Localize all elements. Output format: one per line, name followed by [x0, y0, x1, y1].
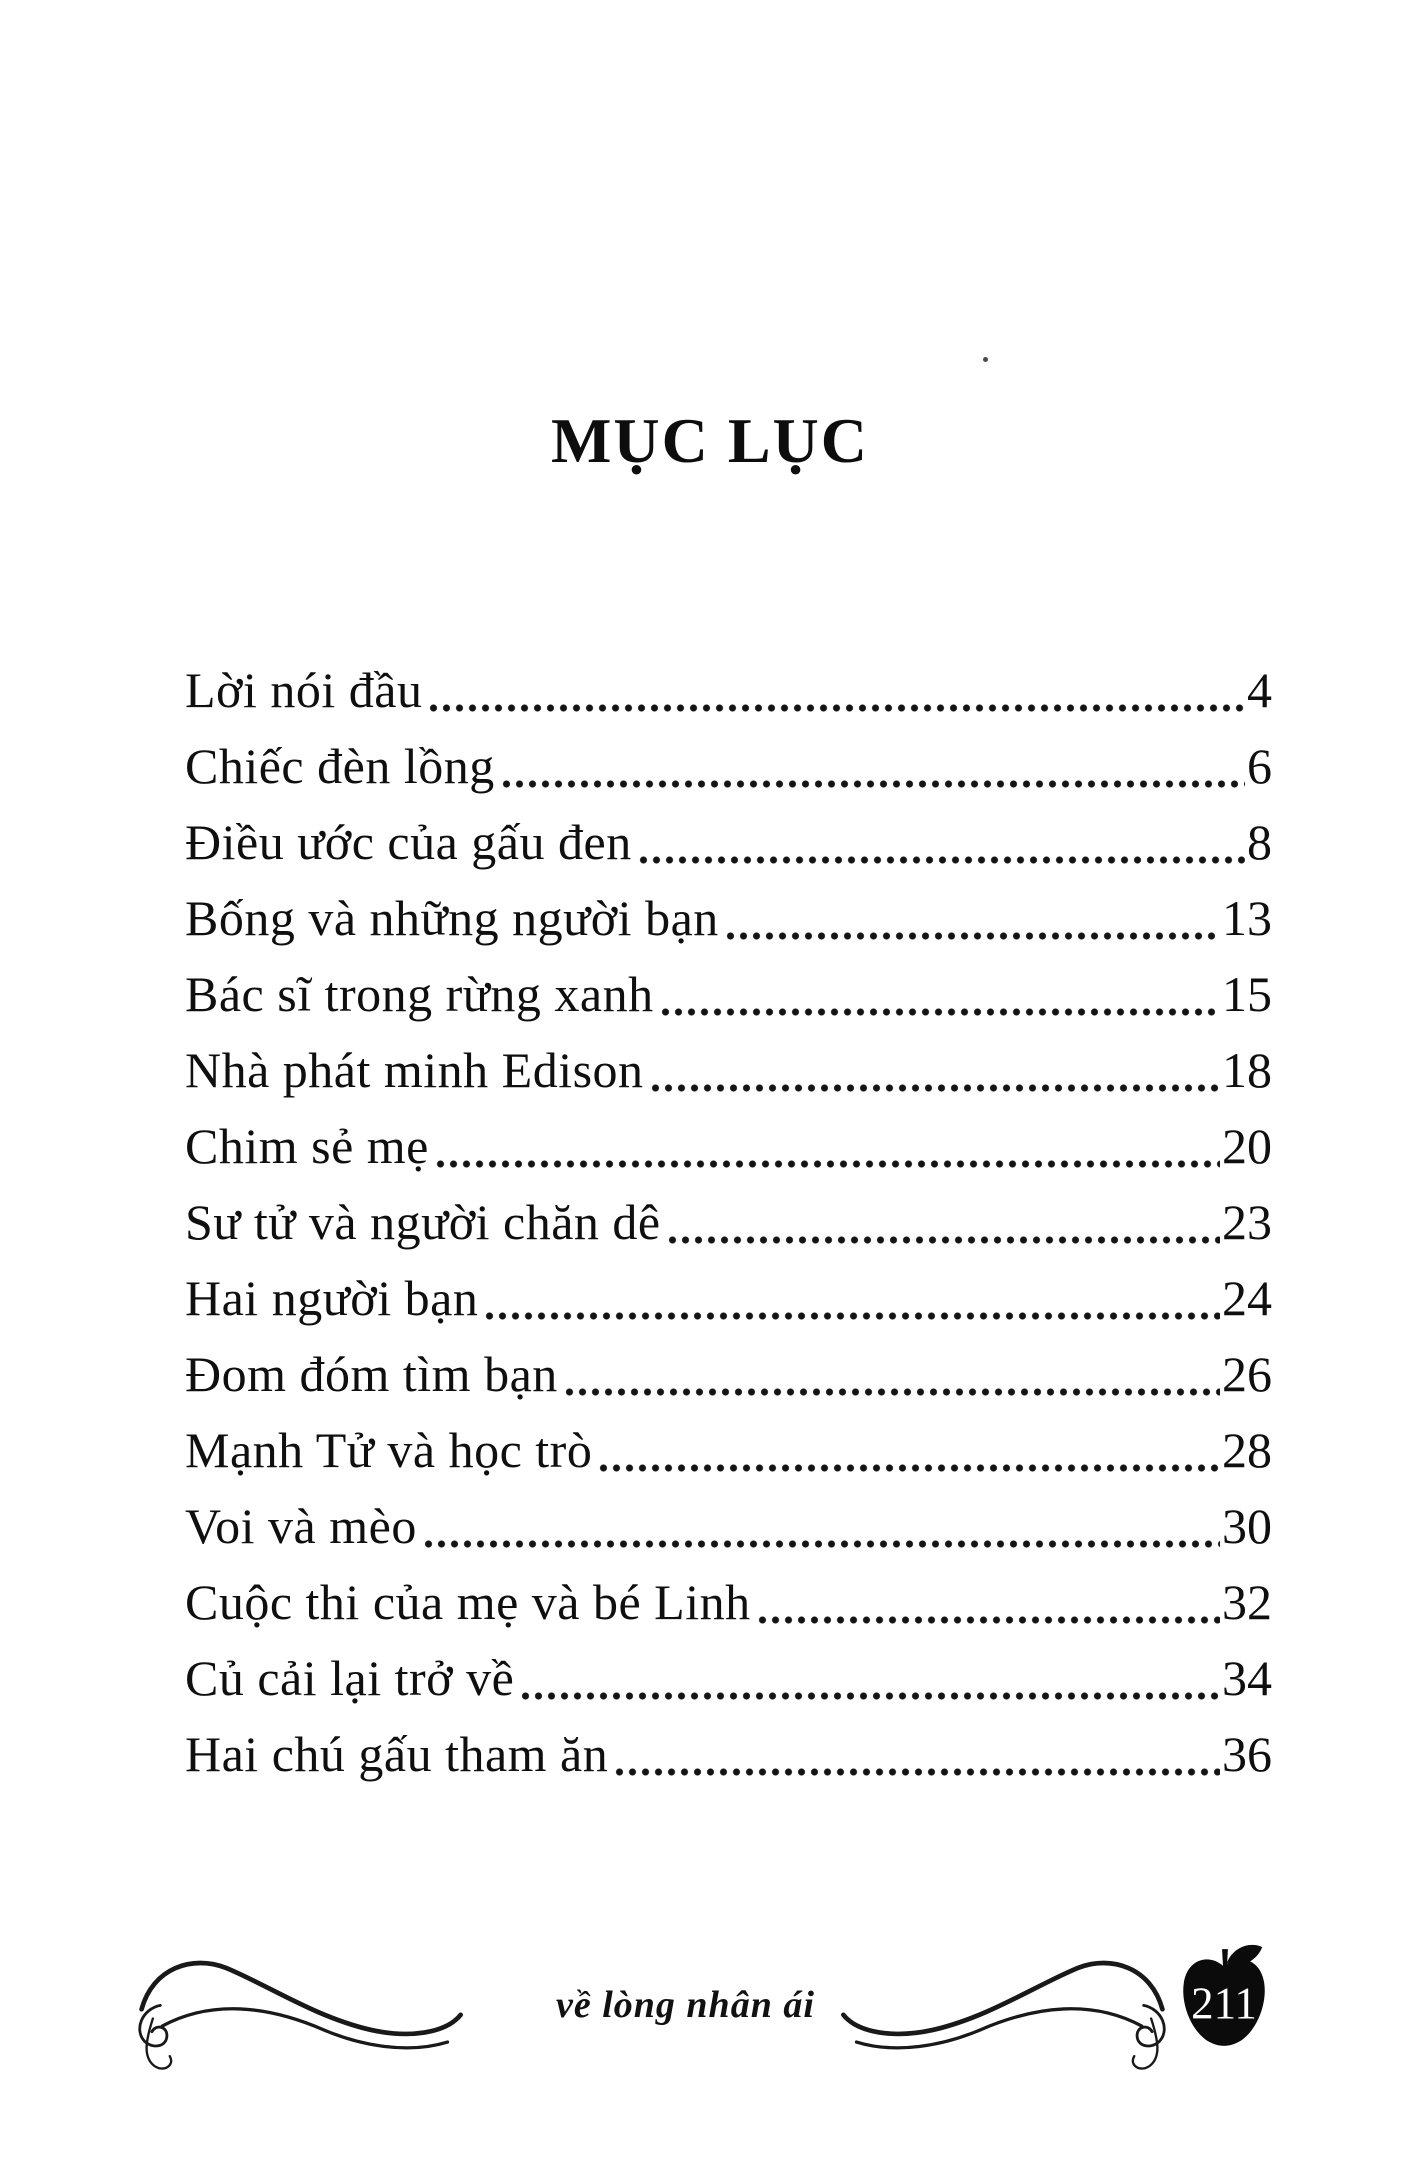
toc-entry-page-number: 13	[1222, 890, 1272, 946]
toc-entry-page-number: 23	[1222, 1194, 1272, 1250]
toc-entry-title: Điều ước của gấu đen	[185, 814, 632, 870]
dotted-leader	[599, 1463, 1220, 1473]
toc-entry-title: Mạnh Tử và học trò	[185, 1422, 593, 1478]
toc-entry-row	[185, 1716, 1272, 1792]
toc-entry-row	[185, 1488, 1272, 1564]
page-title: MỤC LỤC	[551, 405, 869, 476]
toc-list	[185, 652, 1272, 1792]
toc-entry-page-number: 30	[1222, 1498, 1272, 1554]
toc-entry-page-number: 28	[1222, 1422, 1272, 1478]
toc-entry-row	[185, 880, 1272, 956]
dotted-leader	[651, 1083, 1220, 1093]
dotted-leader	[521, 1691, 1220, 1701]
toc-entry-title: Bác sĩ trong rừng xanh	[185, 966, 654, 1022]
toc-entry-page-number: 15	[1222, 966, 1272, 1022]
toc-entry-title: Lời nói đầu	[185, 662, 423, 718]
toc-entry-title: Sư tử và người chăn dê	[185, 1194, 661, 1250]
toc-entry-page-number: 6	[1247, 738, 1272, 794]
dotted-leader	[615, 1767, 1220, 1777]
toc-entry-page-number: 26	[1222, 1346, 1272, 1402]
toc-entry-page-number: 34	[1222, 1650, 1272, 1706]
flourish-left-icon	[120, 1951, 486, 2073]
dotted-leader	[639, 855, 1245, 865]
toc-entry-page-number: 36	[1222, 1726, 1272, 1782]
toc-entry-page-number: 20	[1222, 1118, 1272, 1174]
ink-speck	[983, 357, 988, 362]
toc-entry-title: Củ cải lại trở về	[185, 1650, 515, 1706]
toc-entry-row	[185, 1336, 1272, 1412]
toc-entry-row	[185, 1184, 1272, 1260]
dotted-leader	[424, 1539, 1220, 1549]
toc-entry-row	[185, 652, 1272, 728]
page-footer	[0, 1935, 1420, 2105]
toc-entry-title: Chiếc đèn lồng	[185, 738, 495, 794]
dotted-leader	[429, 703, 1245, 713]
toc-entry-title: Bống và những người bạn	[185, 890, 719, 946]
dotted-leader	[485, 1311, 1220, 1321]
flourish-right-icon	[812, 1951, 1190, 2073]
toc-entry-page-number: 32	[1222, 1574, 1272, 1630]
toc-entry-title: Hai người bạn	[185, 1270, 479, 1326]
toc-entry-row	[185, 728, 1272, 804]
toc-entry-title: Chim sẻ mẹ	[185, 1118, 429, 1174]
dotted-leader	[758, 1615, 1220, 1625]
dotted-leader	[726, 931, 1220, 941]
toc-entry-title: Cuộc thi của mẹ và bé Linh	[185, 1574, 751, 1630]
dotted-leader	[502, 779, 1245, 789]
toc-entry-row	[185, 1564, 1272, 1640]
toc-entry-row	[185, 1640, 1272, 1716]
apple-page-badge	[1180, 1941, 1268, 2051]
toc-entry-row	[185, 1260, 1272, 1336]
toc-entry-page-number: 24	[1222, 1270, 1272, 1326]
toc-entry-row	[185, 1032, 1272, 1108]
toc-entry-title: Hai chú gấu tham ăn	[185, 1726, 609, 1782]
toc-entry-row	[185, 1412, 1272, 1488]
series-title: về lòng nhân ái	[556, 1984, 815, 2026]
dotted-leader	[436, 1159, 1220, 1169]
footer-page-number: 211	[1191, 1978, 1257, 2029]
toc-entry-title: Đom đóm tìm bạn	[185, 1346, 558, 1402]
toc-entry-page-number: 4	[1247, 662, 1272, 718]
dotted-leader	[661, 1007, 1220, 1017]
dotted-leader	[565, 1387, 1220, 1397]
toc-entry-row	[185, 956, 1272, 1032]
toc-entry-page-number: 18	[1222, 1042, 1272, 1098]
toc-entry-row	[185, 1108, 1272, 1184]
toc-entry-title: Voi và mèo	[185, 1498, 417, 1554]
dotted-leader	[668, 1235, 1220, 1245]
toc-entry-page-number: 8	[1247, 814, 1272, 870]
toc-entry-title: Nhà phát minh Edison	[185, 1042, 644, 1098]
toc-entry-row	[185, 804, 1272, 880]
